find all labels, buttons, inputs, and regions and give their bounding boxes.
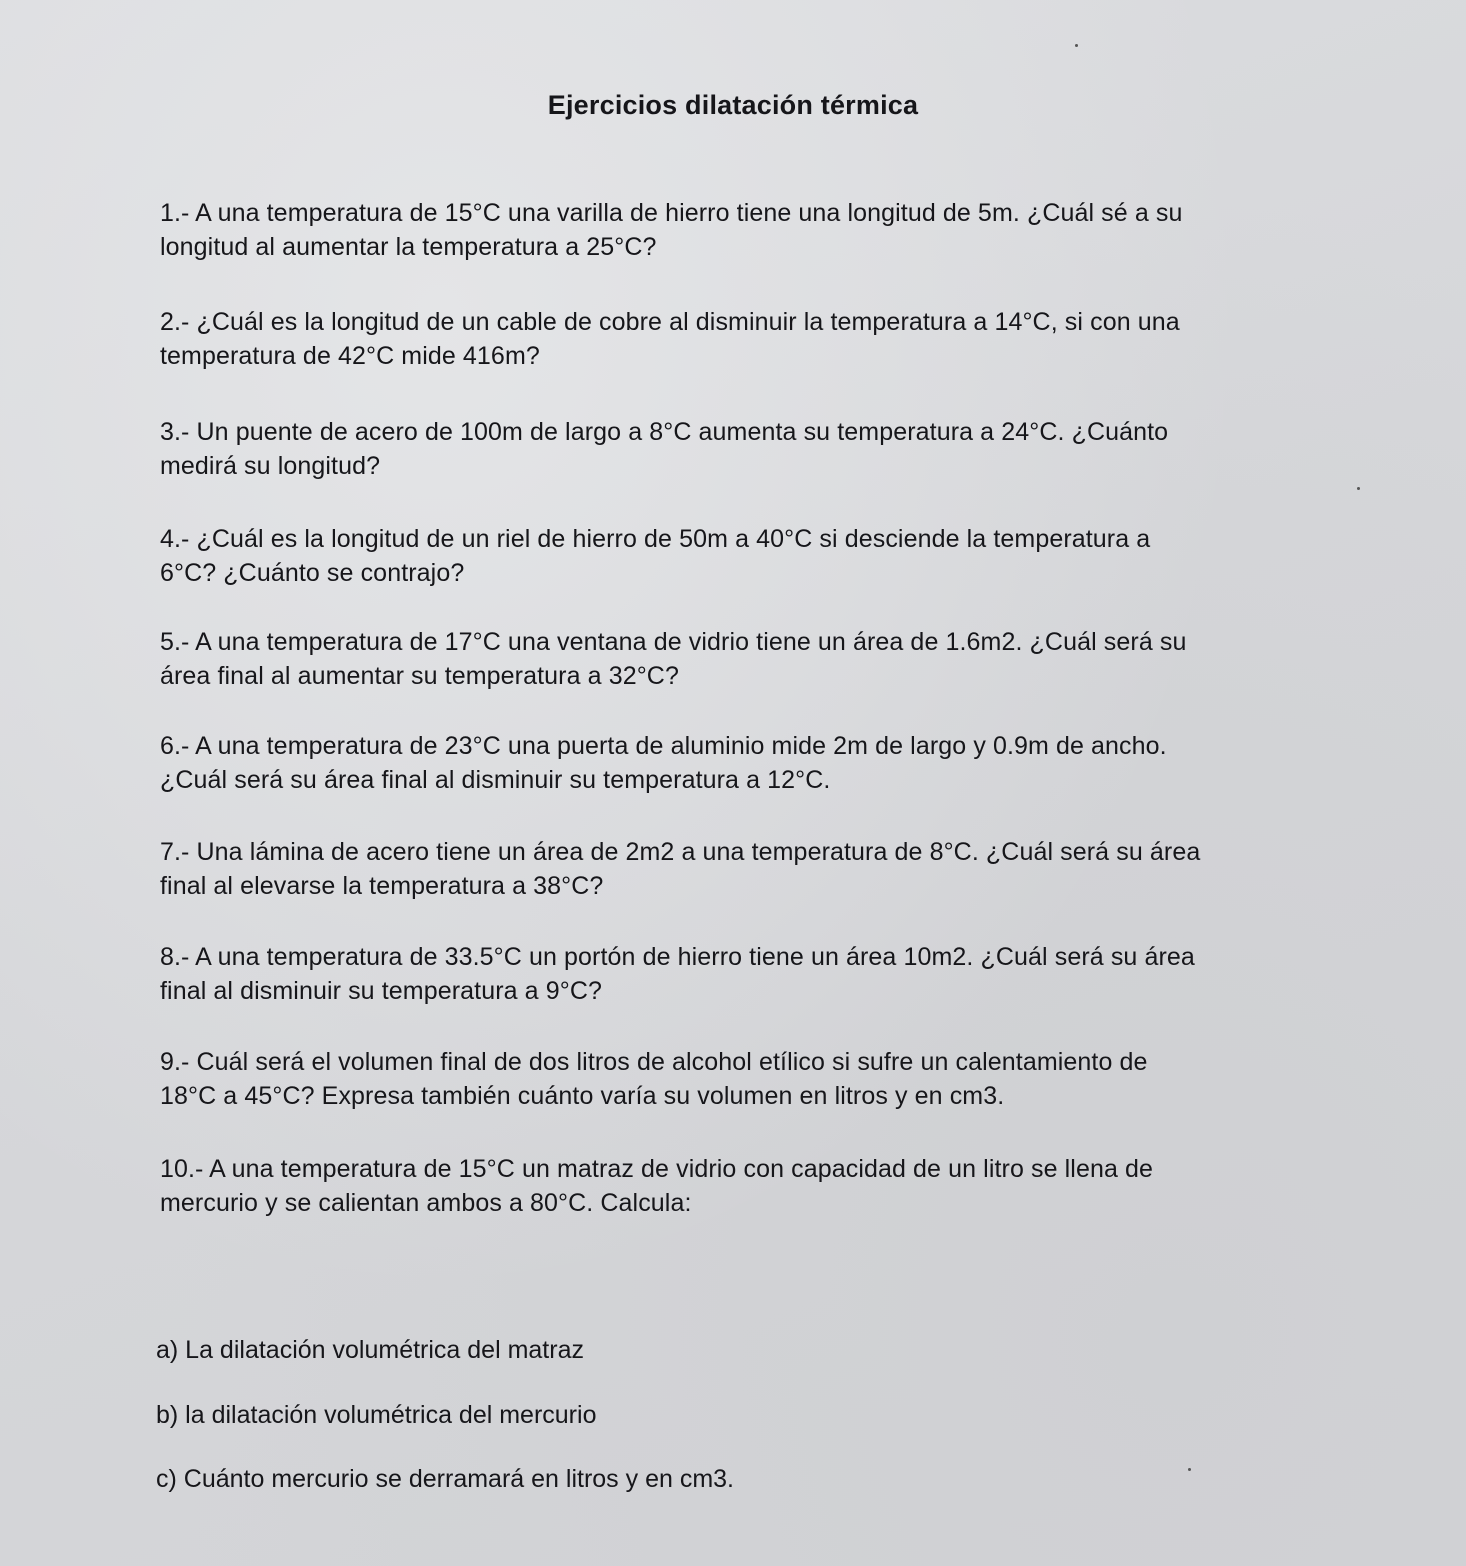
exercise-line: final al disminuir su temperatura a 9°C? xyxy=(160,977,602,1005)
paper-speck xyxy=(1357,487,1360,490)
exercise-line: final al elevarse la temperatura a 38°C? xyxy=(160,872,604,900)
subquestion-c: c) Cuánto mercurio se derramará en litros y en cm3. xyxy=(156,1465,734,1493)
exercise-line: 6.- A una temperatura de 23°C una puerta de aluminio mide 2m de largo y 0.9m de ancho. xyxy=(160,732,1167,760)
exercise-line: área final al aumentar su temperatura a 32°C? xyxy=(160,662,679,690)
exercise-line: 4.- ¿Cuál es la longitud de un riel de hierro de 50m a 40°C si desciende la temperatura a xyxy=(160,525,1151,553)
subquestion-a: a) La dilatación volumétrica del matraz xyxy=(156,1336,584,1364)
exercise-line: 18°C a 45°C? Expresa también cuánto varía su volumen en litros y en cm3. xyxy=(160,1082,1005,1110)
exercise-line: temperatura de 42°C mide 416m? xyxy=(160,342,540,370)
paper-speck xyxy=(1188,1468,1191,1471)
exercise-4 xyxy=(160,522,1350,590)
exercise-line: longitud al aumentar la temperatura a 25°C? xyxy=(160,233,657,261)
exercise-line: 3.- Un puente de acero de 100m de largo a 8°C aumenta su temperatura a 24°C. ¿Cuánto xyxy=(160,418,1169,446)
exercise-line: 8.- A una temperatura de 33.5°C un portón de hierro tiene un área 10m2. ¿Cuál será su área xyxy=(160,943,1195,971)
subquestion-b: b) la dilatación volumétrica del mercurio xyxy=(156,1401,597,1429)
exercise-9 xyxy=(160,1045,1350,1113)
exercise-1 xyxy=(160,196,1350,264)
exercise-7 xyxy=(160,835,1350,903)
exercise-line: 5.- A una temperatura de 17°C una ventana de vidrio tiene un área de 1.6m2. ¿Cuál será su xyxy=(160,628,1187,656)
exercise-line: 6°C? ¿Cuánto se contrajo? xyxy=(160,559,465,587)
exercise-line: 1.- A una temperatura de 15°C una varilla de hierro tiene una longitud de 5m. ¿Cuál sé a su xyxy=(160,199,1183,227)
exercise-6 xyxy=(160,729,1350,797)
exercise-line: 10.- A una temperatura de 15°C un matraz de vidrio con capacidad de un litro se llena de xyxy=(160,1155,1154,1183)
exercise-line: ¿Cuál será su área final al disminuir su temperatura a 12°C. xyxy=(160,766,831,794)
exercise-5 xyxy=(160,625,1350,693)
paper-speck xyxy=(1075,44,1078,47)
exercise-3 xyxy=(160,415,1350,483)
exercise-10 xyxy=(160,1152,1350,1220)
page-title: Ejercicios dilatación térmica xyxy=(547,90,919,120)
exercise-line: 9.- Cuál será el volumen final de dos litros de alcohol etílico si sufre un calentamiento de xyxy=(160,1048,1148,1076)
exercise-2 xyxy=(160,305,1350,373)
exercise-line: 7.- Una lámina de acero tiene un área de 2m2 a una temperatura de 8°C. ¿Cuál será su área xyxy=(160,838,1201,866)
exercise-line: 2.- ¿Cuál es la longitud de un cable de cobre al disminuir la temperatura a 14°C, si con una xyxy=(160,308,1180,336)
exercise-line: mercurio y se calientan ambos a 80°C. Calcula: xyxy=(160,1189,692,1217)
exercise-8 xyxy=(160,940,1350,1008)
exercise-line: medirá su longitud? xyxy=(160,452,381,480)
